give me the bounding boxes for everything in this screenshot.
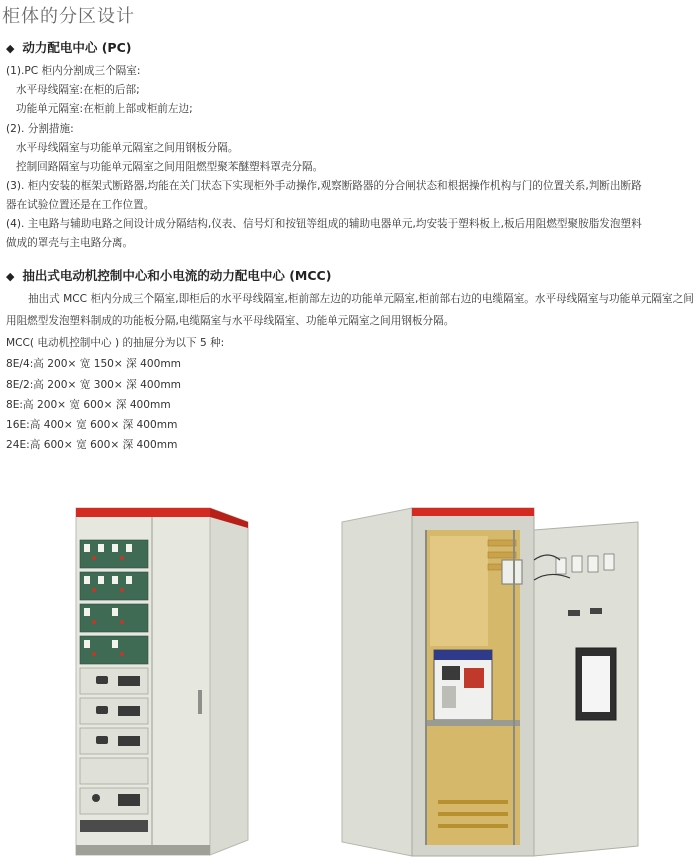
drawer-type: 8E/4:高 200× 宽 150× 深 400mm bbox=[6, 358, 181, 370]
text-line: 器在试验位置还是在工作位置。 bbox=[6, 199, 155, 211]
mcc-cabinet-photo bbox=[70, 500, 260, 862]
section-heading-text: 动力配电中心 (PC) bbox=[22, 40, 132, 55]
page-title: 柜体的分区设计 bbox=[2, 6, 135, 27]
diamond-bullet-icon: ◆ bbox=[6, 270, 15, 283]
section-heading-mcc bbox=[6, 266, 331, 284]
text-line: 水平母线隔室:在柜的后部; bbox=[16, 84, 140, 96]
text-line: 功能单元隔室:在柜前上部或柜前左边; bbox=[16, 103, 193, 115]
drawer-intro: MCC( 电动机控制中心 ) 的抽屉分为以下 5 种: bbox=[6, 337, 225, 349]
text-line: 做成的罩壳与主电路分离。 bbox=[6, 237, 134, 249]
section-heading-pc bbox=[6, 38, 131, 56]
text-line: (2). 分割措施: bbox=[6, 123, 74, 135]
text-line: (3). 柜内安装的框架式断路器,均能在关门状态下实现柜外手动操作,观察断路器的分合闸状态和根据操作机构与门的位置关系,判断出断路 bbox=[6, 180, 642, 192]
mcc-paragraph: 抽出式 MCC 柜内分成三个隔室,即柜后的水平母线隔室,柜前部左边的功能单元隔室,柜前部右边的电缆隔室。水平母线隔室与功能单元隔室之间用阻燃型发泡塑料制成的功能板分隔,电缆隔室与水平母线隔室、功能单元隔室之间用钢板分隔。 bbox=[6, 293, 694, 327]
text-line: (4). 主电路与辅助电路之间设计成分隔结构,仪表、信号灯和按钮等组成的辅助电器单元,均安装于塑料板上,板后用阻燃型聚胺脂发泡塑料 bbox=[6, 218, 642, 230]
drawer-type: 8E:高 200× 宽 600× 深 400mm bbox=[6, 399, 171, 411]
pc-cabinet-photo bbox=[338, 500, 643, 862]
diamond-bullet-icon: ◆ bbox=[6, 42, 15, 55]
text-line: 水平母线隔室与功能单元隔室之间用钢板分隔。 bbox=[16, 142, 239, 154]
text-line: (1).PC 柜内分割成三个隔室: bbox=[6, 65, 141, 77]
drawer-type: 16E:高 400× 宽 600× 深 400mm bbox=[6, 419, 178, 431]
drawer-type: 8E/2:高 200× 宽 300× 深 400mm bbox=[6, 379, 181, 391]
text-line: 控制回路隔室与功能单元隔室之间用阻燃型聚苯醚塑料罩壳分隔。 bbox=[16, 161, 324, 173]
section-heading-text: 抽出式电动机控制中心和小电流的动力配电中心 (MCC) bbox=[22, 268, 332, 283]
drawer-type: 24E:高 600× 宽 600× 深 400mm bbox=[6, 439, 178, 451]
